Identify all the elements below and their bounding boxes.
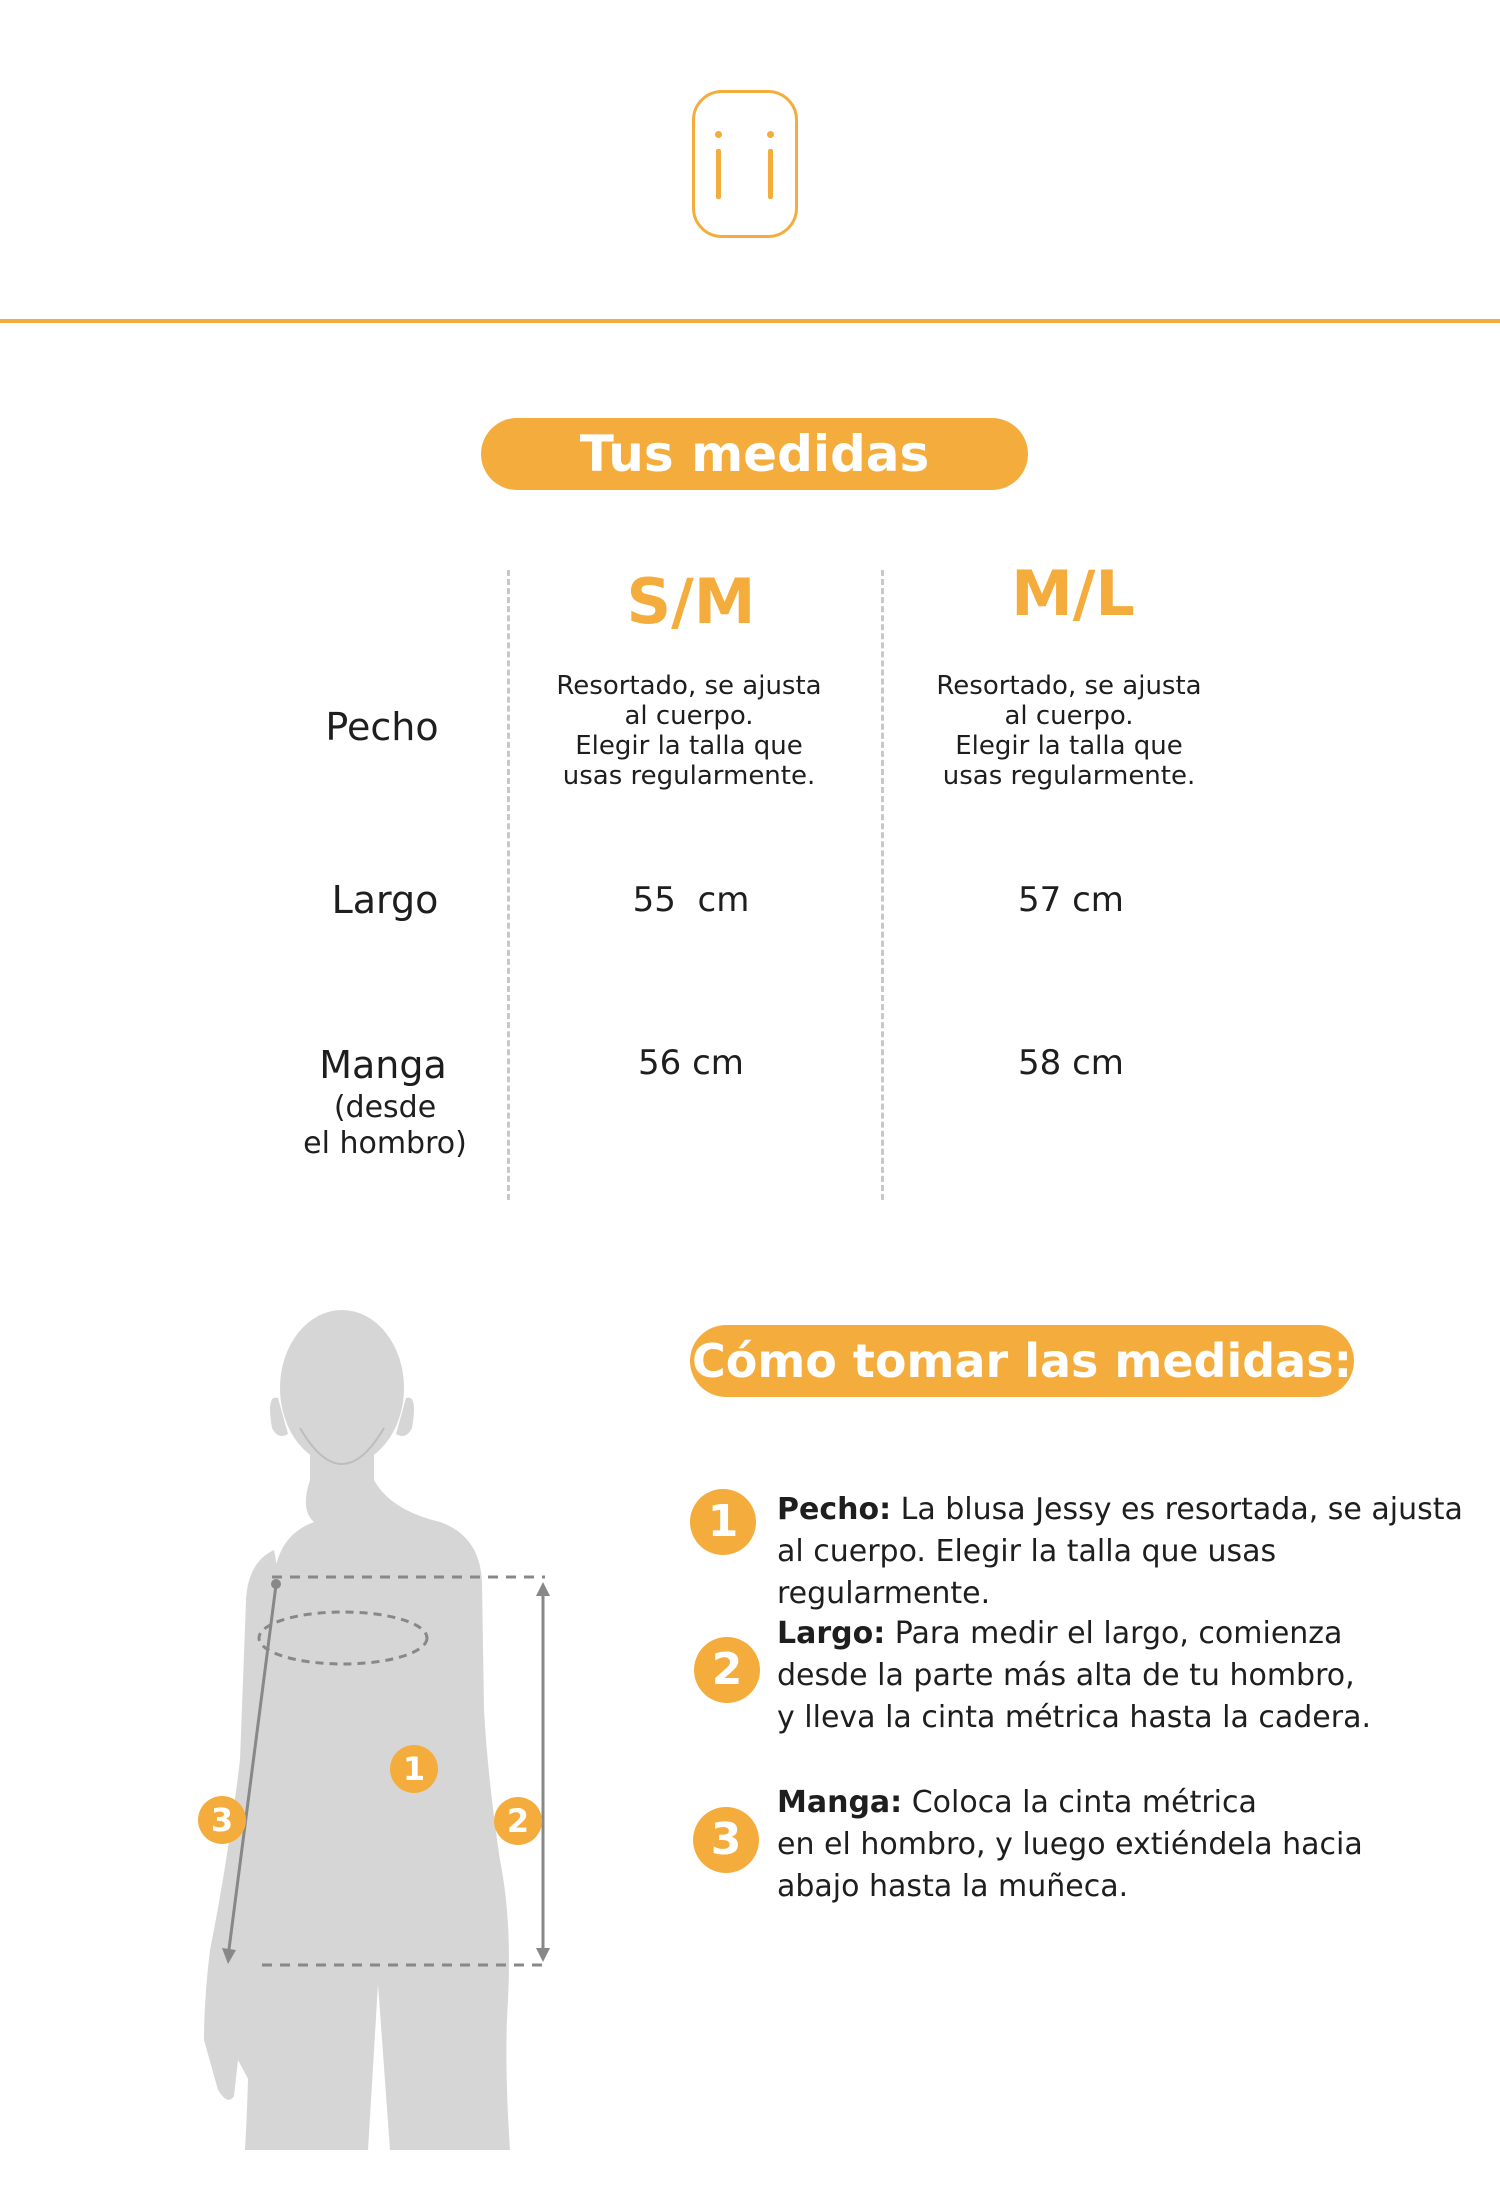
- cell-largo-ml: 57 cm: [1018, 880, 1124, 920]
- logo-stem-right: [768, 149, 773, 199]
- cell-manga-ml: 58 cm: [1018, 1043, 1124, 1083]
- step-number-2: 2: [694, 1637, 760, 1703]
- step-3-term: Manga:: [777, 1785, 903, 1820]
- svg-text:2: 2: [506, 1802, 530, 1840]
- step-3-text: [777, 1782, 1477, 1908]
- row-sublabel-manga: (desde el hombro): [303, 1090, 467, 1161]
- cell-pecho-sm: Resortado, se ajusta al cuerpo. Elegir la talla que usas regularmente.: [556, 671, 822, 791]
- cell-largo-sm: 55 cm: [632, 880, 750, 920]
- step-number-3: 3: [693, 1807, 759, 1873]
- step-3-body: Coloca la cinta métrica en el hombro, y luego extiéndela hacia abajo hasta la muñeca.: [777, 1785, 1363, 1904]
- step-1-body: La blusa Jessy es resortada, se ajusta al cuerpo. Elegir la talla que usas regularmente.: [777, 1492, 1463, 1611]
- cell-pecho-ml: Resortado, se ajusta al cuerpo. Elegir la talla que usas regularmente.: [936, 671, 1202, 791]
- size-header-sm: S/M: [626, 565, 756, 638]
- brand-logo: [692, 90, 798, 238]
- body-silhouette-icon: [100, 1300, 660, 2150]
- step-number-1: 1: [690, 1489, 756, 1555]
- step-2-text: [777, 1613, 1477, 1739]
- step-1-term: Pecho:: [777, 1492, 892, 1527]
- howto-title: Cómo tomar las medidas:: [690, 1325, 1354, 1397]
- logo-dot-right: [767, 131, 774, 138]
- header-divider: [0, 319, 1500, 323]
- step-2-term: Largo:: [777, 1616, 886, 1651]
- column-divider-1: [507, 570, 510, 1200]
- row-label-largo: Largo: [331, 878, 439, 922]
- logo-stem-left: [716, 149, 721, 199]
- row-label-pecho: Pecho: [325, 705, 439, 749]
- cell-manga-sm: 56 cm: [638, 1043, 744, 1083]
- logo-dot-left: [715, 131, 722, 138]
- size-header-ml: M/L: [1011, 557, 1135, 630]
- step-1-text: [777, 1489, 1477, 1615]
- row-label-manga: Manga: [319, 1043, 447, 1087]
- svg-text:3: 3: [210, 1801, 234, 1839]
- table-title: Tus medidas: [481, 418, 1028, 490]
- step-2-body: Para medir el largo, comienza desde la parte más alta de tu hombro, y lleva la cinta métrica hasta la cadera.: [777, 1616, 1371, 1735]
- svg-text:1: 1: [402, 1750, 426, 1788]
- column-divider-2: [881, 570, 884, 1200]
